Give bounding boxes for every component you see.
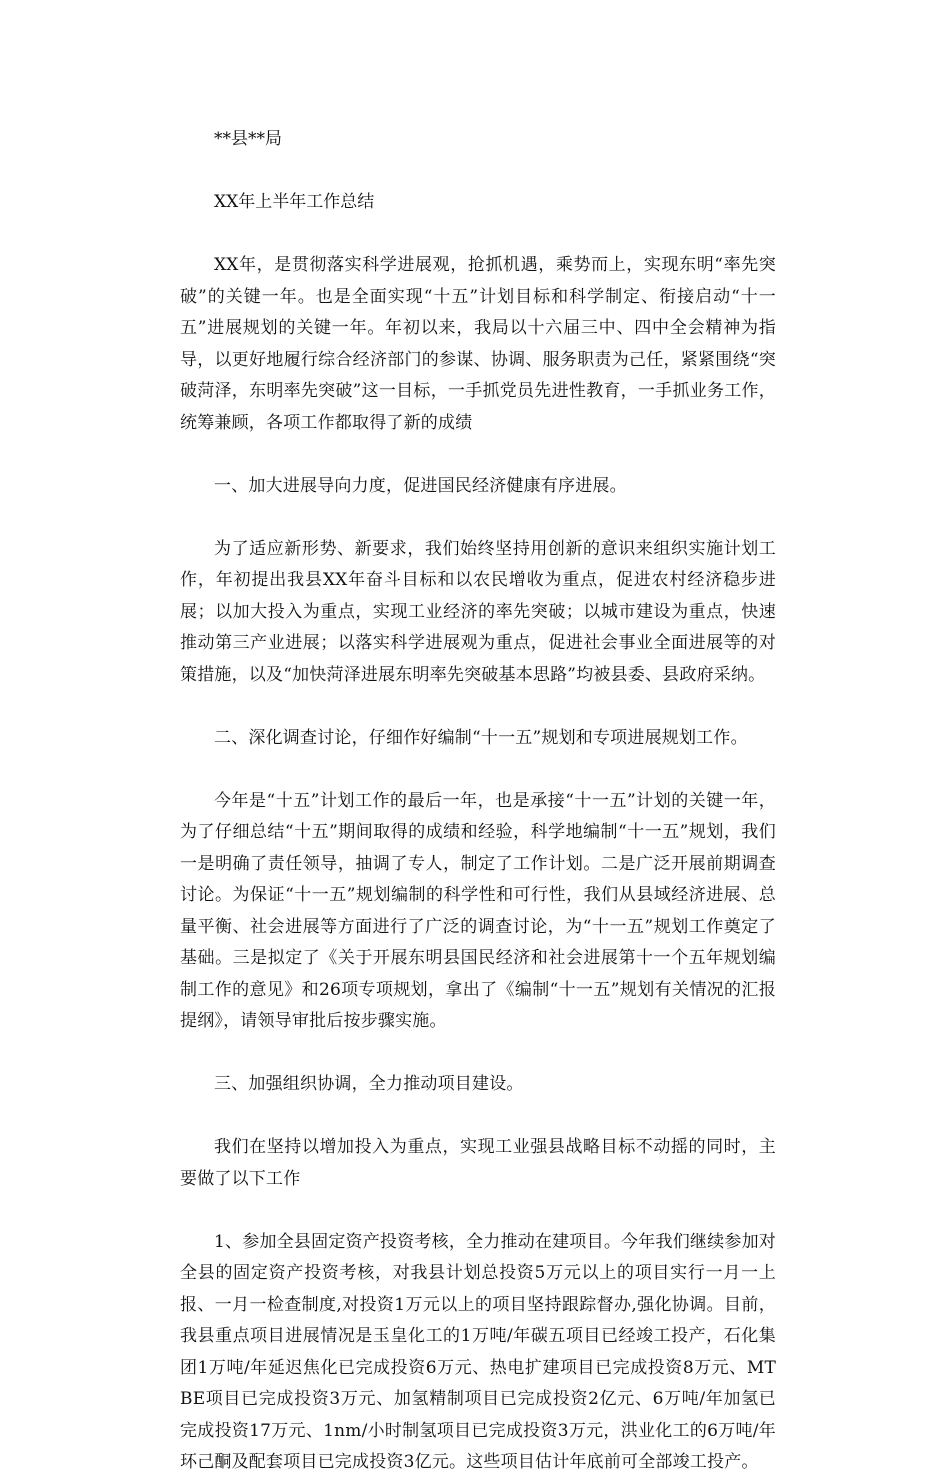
section-paragraph-3: 我们在坚持以增加投入为重点，实现工业强县战略目标不动摇的同时，主要做了以下工作 [180, 1137, 776, 1189]
intro-paragraph: XX年，是贯彻落实科学进展观，抢抓机遇，乘势而上，实现东明“率先突破”的关键一年。也是全面实现“十五”计划目标和科学制定、衔接启动“十一五”进展规划的关键一年。年初以来，我局以十六届三中、四中全会精神为指导，以更好地履行综合经济部门的参谋、协调、服务职责为己任，紧紧围绕“突破菏泽，东明率先突破”这一目标，一手抓党员先进性教育，一手抓业务工作，统筹兼顾，各项工作都取得了新的成绩 [180, 255, 776, 433]
section-heading-2: 二、深化调查讨论，仔细作好编制“十一五”规划和专项进展规划工作。 [214, 727, 748, 748]
spacer [180, 1195, 776, 1227]
org-line: **县**局 [214, 129, 282, 149]
section-paragraph-1: 为了适应新形势、新要求，我们始终坚持用创新的意识来组织实施计划工作，年初提出我县XX年奋斗目标和以农民增收为重点，促进农村经济稳步进展；以加大投入为重点，实现工业经济的率先突破；以城市建设为重点，快速推动第三产业进展；以落实科学进展观为重点，促进社会事业全面进展等的对策措施，以及“加快菏泽进展东明率先突破基本思路”均被县委、县政府采纳。 [180, 538, 776, 685]
subsection-paragraph-1: 1、参加全县固定资产投资考核，全力推动在建项目。今年我们继续参加对全县的固定资产投资考核，对我县计划总投资5万元以上的项目实行一月一上报、一月一检查制度,对投资1万元以上的项目坚持跟踪督办,强化协调。目前，我县重点项目进展情况是玉皇化工的1万吨/年碳五项目已经竣工投产，石化集团1万吨/年延迟焦化已完成投资6万元、热电扩建项目已完成投资8万元、MTBE项目已完成投资3万元、加氢精制项目已完成投资2亿元、6万吨/年加氢已完成投资17万元、1nm/小时制氢项目已完成投资3万元，洪业化工的6万吨/年环己酮及配套项目已完成投资3亿元。这些项目估计年底前可全部竣工投产。 [180, 1231, 776, 1472]
spacer [180, 156, 776, 188]
spacer [180, 1038, 776, 1070]
section-paragraph-2: 今年是“十五”计划工作的最后一年，也是承接“十一五”计划的关键一年，为了仔细总结“十五”期间取得的成绩和经验，科学地编制“十一五”规划，我们一是明确了责任领导，抽调了专人，制定了工作计划。二是广泛开展前期调查讨论。为保证“十一五”规划编制的科学性和可行性，我们从县域经济进展、总量平衡、社会进展等方面进行了广泛的调查讨论，为“十一五”规划工作奠定了基础。三是拟定了《关于开展东明县国民经济和社会进展第十一个五年规划编制工作的意见》和26项专项规划，拿出了《编制“十一五”规划有关情况的汇报提纲》，请领导审批后按步骤实施。 [180, 790, 776, 1031]
spacer [180, 1101, 776, 1133]
document-body [180, 124, 776, 1479]
spacer [180, 502, 776, 534]
section-heading-1: 一、加大进展导向力度，促进国民经济健康有序进展。 [214, 475, 627, 496]
spacer [180, 439, 776, 471]
spacer [180, 754, 776, 786]
section-heading-3: 三、加强组织协调，全力推动项目建设。 [214, 1074, 524, 1094]
spacer [180, 691, 776, 723]
spacer [180, 219, 776, 251]
document-title: XX年上半年工作总结 [214, 192, 375, 212]
